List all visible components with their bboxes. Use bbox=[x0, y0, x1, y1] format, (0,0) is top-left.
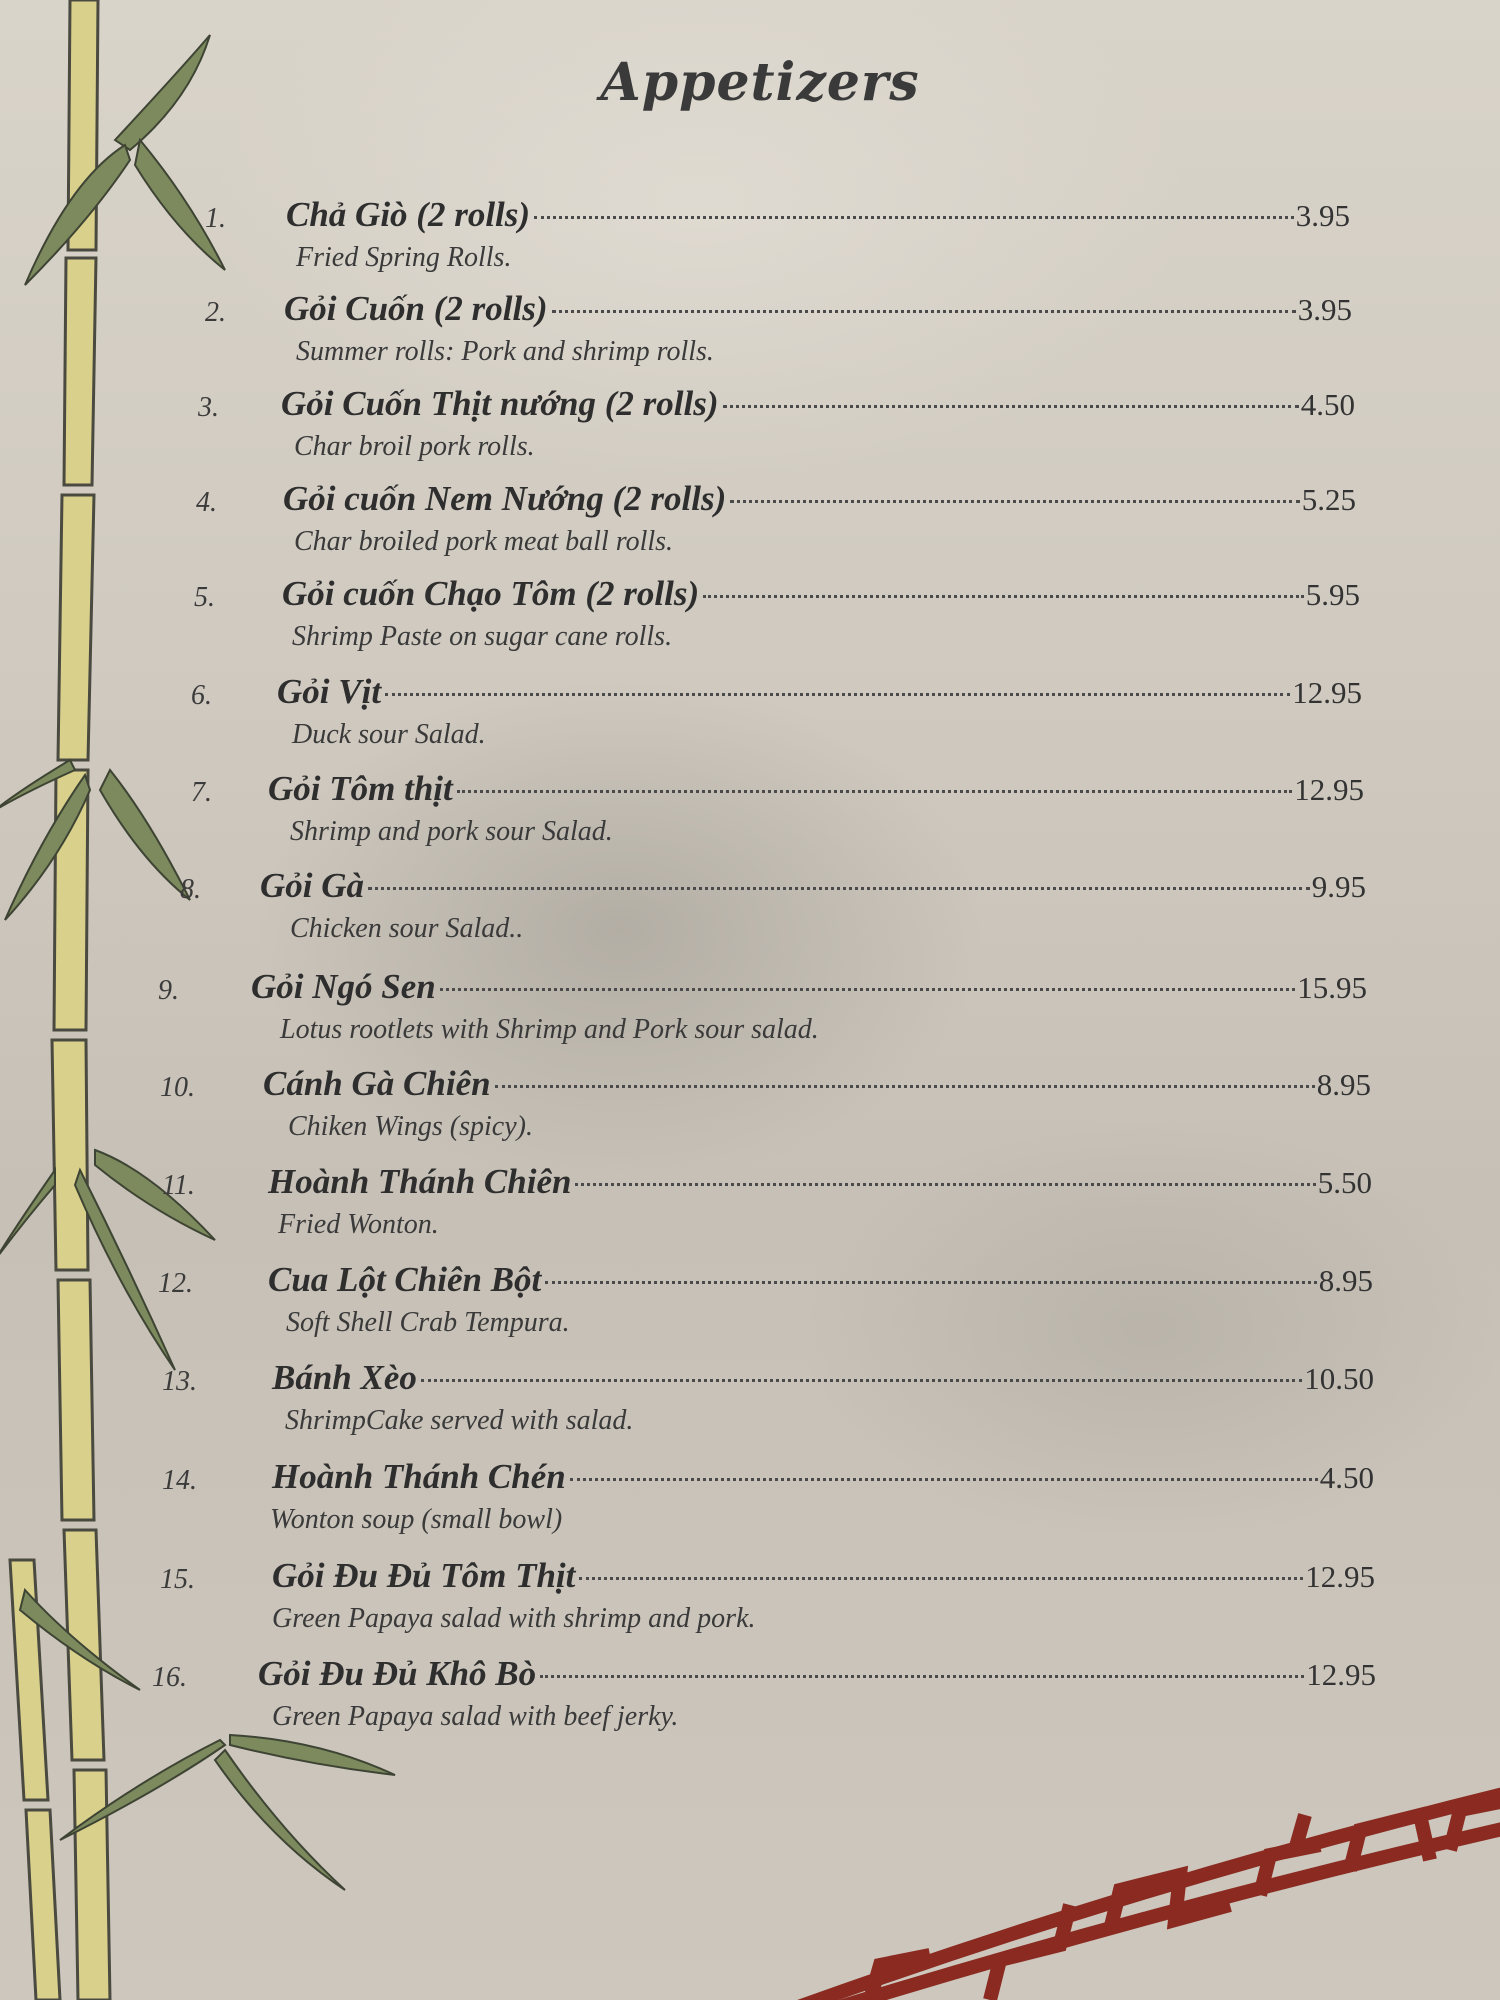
dot-leader bbox=[723, 405, 1299, 408]
item-number: 4. bbox=[196, 487, 217, 518]
item-price: 5.50 bbox=[1317, 1165, 1372, 1200]
item-number: 8. bbox=[180, 874, 201, 905]
dot-leader bbox=[730, 500, 1300, 503]
item-description: Shrimp and pork sour Salad. bbox=[290, 816, 613, 847]
item-price: 4.50 bbox=[1300, 387, 1355, 422]
item-price: 5.25 bbox=[1301, 482, 1356, 517]
item-description: ShrimpCake served with salad. bbox=[285, 1405, 634, 1436]
item-description: Shrimp Paste on sugar cane rolls. bbox=[292, 621, 673, 652]
item-price: 8.95 bbox=[1316, 1067, 1371, 1102]
menu-item-row bbox=[251, 967, 1367, 1011]
dot-leader bbox=[368, 887, 1310, 890]
item-name: Gỏi Gà bbox=[260, 866, 365, 905]
item-description: Wonton soup (small bowl) bbox=[270, 1504, 563, 1535]
item-description: Char broil pork rolls. bbox=[294, 431, 535, 462]
menu-item-row bbox=[272, 1457, 1374, 1501]
item-price: 5.95 bbox=[1305, 577, 1360, 612]
menu-item-row bbox=[283, 479, 1356, 523]
dot-leader bbox=[570, 1478, 1318, 1481]
item-description: Green Papaya salad with beef jerky. bbox=[272, 1701, 679, 1732]
item-price: 12.95 bbox=[1292, 675, 1362, 710]
item-price: 8.95 bbox=[1318, 1263, 1373, 1298]
item-description: Duck sour Salad. bbox=[292, 719, 486, 750]
item-number: 5. bbox=[194, 582, 215, 613]
item-price: 12.95 bbox=[1294, 772, 1364, 807]
item-description: Fried Spring Rolls. bbox=[296, 242, 512, 273]
item-number: 10. bbox=[160, 1072, 195, 1103]
item-description: Green Papaya salad with shrimp and pork. bbox=[272, 1603, 756, 1634]
item-number: 3. bbox=[198, 392, 219, 423]
menu-item-row bbox=[272, 1358, 1374, 1402]
item-name: Gỏi Cuốn (2 rolls) bbox=[284, 289, 548, 328]
item-name: Hoành Thánh Chiên bbox=[268, 1162, 572, 1201]
item-number: 9. bbox=[158, 975, 179, 1006]
item-number: 16. bbox=[152, 1662, 187, 1693]
item-name: Gỏi Cuốn Thịt nướng (2 rolls) bbox=[281, 384, 719, 423]
dot-leader bbox=[495, 1085, 1315, 1088]
item-price: 3.95 bbox=[1297, 292, 1352, 327]
item-name: Chả Giò (2 rolls) bbox=[286, 195, 531, 234]
menu-item-row bbox=[268, 1162, 1372, 1206]
item-number: 6. bbox=[191, 680, 212, 711]
item-price: 4.50 bbox=[1319, 1460, 1374, 1495]
menu-item-row bbox=[272, 1556, 1375, 1600]
dot-leader bbox=[440, 988, 1296, 991]
dot-leader bbox=[545, 1281, 1316, 1284]
item-number: 12. bbox=[158, 1268, 193, 1299]
menu-item-row bbox=[281, 384, 1355, 428]
item-description: Lotus rootlets with Shrimp and Pork sour salad. bbox=[280, 1014, 819, 1045]
section-title: Appetizers bbox=[600, 52, 920, 113]
item-name: Hoành Thánh Chén bbox=[272, 1457, 566, 1496]
menu-item-row bbox=[268, 769, 1364, 813]
item-number: 2. bbox=[205, 297, 226, 328]
menu-item-row bbox=[258, 1654, 1376, 1698]
item-name: Gỏi Tôm thịt bbox=[268, 769, 453, 808]
dot-leader bbox=[421, 1379, 1302, 1382]
item-name: Bánh Xèo bbox=[272, 1358, 417, 1397]
item-number: 15. bbox=[160, 1564, 195, 1595]
menu-item-row bbox=[277, 672, 1362, 716]
item-name: Cánh Gà Chiên bbox=[263, 1064, 491, 1103]
menu-item-row bbox=[286, 195, 1350, 239]
item-number: 7. bbox=[191, 777, 212, 808]
item-number: 11. bbox=[162, 1170, 195, 1201]
item-description: Soft Shell Crab Tempura. bbox=[286, 1307, 570, 1338]
item-number: 13. bbox=[162, 1366, 197, 1397]
dot-leader bbox=[385, 693, 1290, 696]
item-number: 14. bbox=[162, 1465, 197, 1496]
dot-leader bbox=[540, 1675, 1304, 1678]
dot-leader bbox=[552, 310, 1296, 313]
item-name: Gỏi Đu Đủ Tôm Thịt bbox=[272, 1556, 576, 1595]
item-number: 1. bbox=[205, 203, 226, 234]
dot-leader bbox=[534, 216, 1294, 219]
item-description: Chiken Wings (spicy). bbox=[288, 1111, 533, 1142]
dot-leader bbox=[457, 790, 1293, 793]
item-price: 9.95 bbox=[1311, 869, 1366, 904]
item-name: Gỏi Ngó Sen bbox=[251, 967, 436, 1006]
menu-item-row bbox=[282, 574, 1360, 618]
item-description: Char broiled pork meat ball rolls. bbox=[294, 526, 674, 557]
dot-leader bbox=[703, 595, 1304, 598]
item-price: 12.95 bbox=[1306, 1657, 1376, 1692]
item-price: 3.95 bbox=[1295, 198, 1350, 233]
item-price: 10.50 bbox=[1304, 1361, 1374, 1396]
item-description: Chicken sour Salad.. bbox=[290, 913, 524, 944]
dot-leader bbox=[575, 1183, 1315, 1186]
dot-leader bbox=[579, 1577, 1303, 1580]
menu-item-row bbox=[284, 289, 1352, 333]
item-name: Cua Lột Chiên Bột bbox=[268, 1260, 542, 1299]
item-name: Gỏi cuốn Chạo Tôm (2 rolls) bbox=[282, 574, 700, 613]
item-description: Fried Wonton. bbox=[278, 1209, 439, 1240]
item-name: Gỏi cuốn Nem Nướng (2 rolls) bbox=[283, 479, 727, 518]
item-name: Gỏi Đu Đủ Khô Bò bbox=[258, 1654, 537, 1693]
item-description: Summer rolls: Pork and shrimp rolls. bbox=[296, 336, 714, 367]
menu-item-row bbox=[260, 866, 1366, 910]
menu-item-row bbox=[268, 1260, 1373, 1304]
item-price: 15.95 bbox=[1297, 970, 1367, 1005]
item-price: 12.95 bbox=[1305, 1559, 1375, 1594]
item-name: Gỏi Vịt bbox=[277, 672, 382, 711]
menu-item-row bbox=[263, 1064, 1371, 1108]
